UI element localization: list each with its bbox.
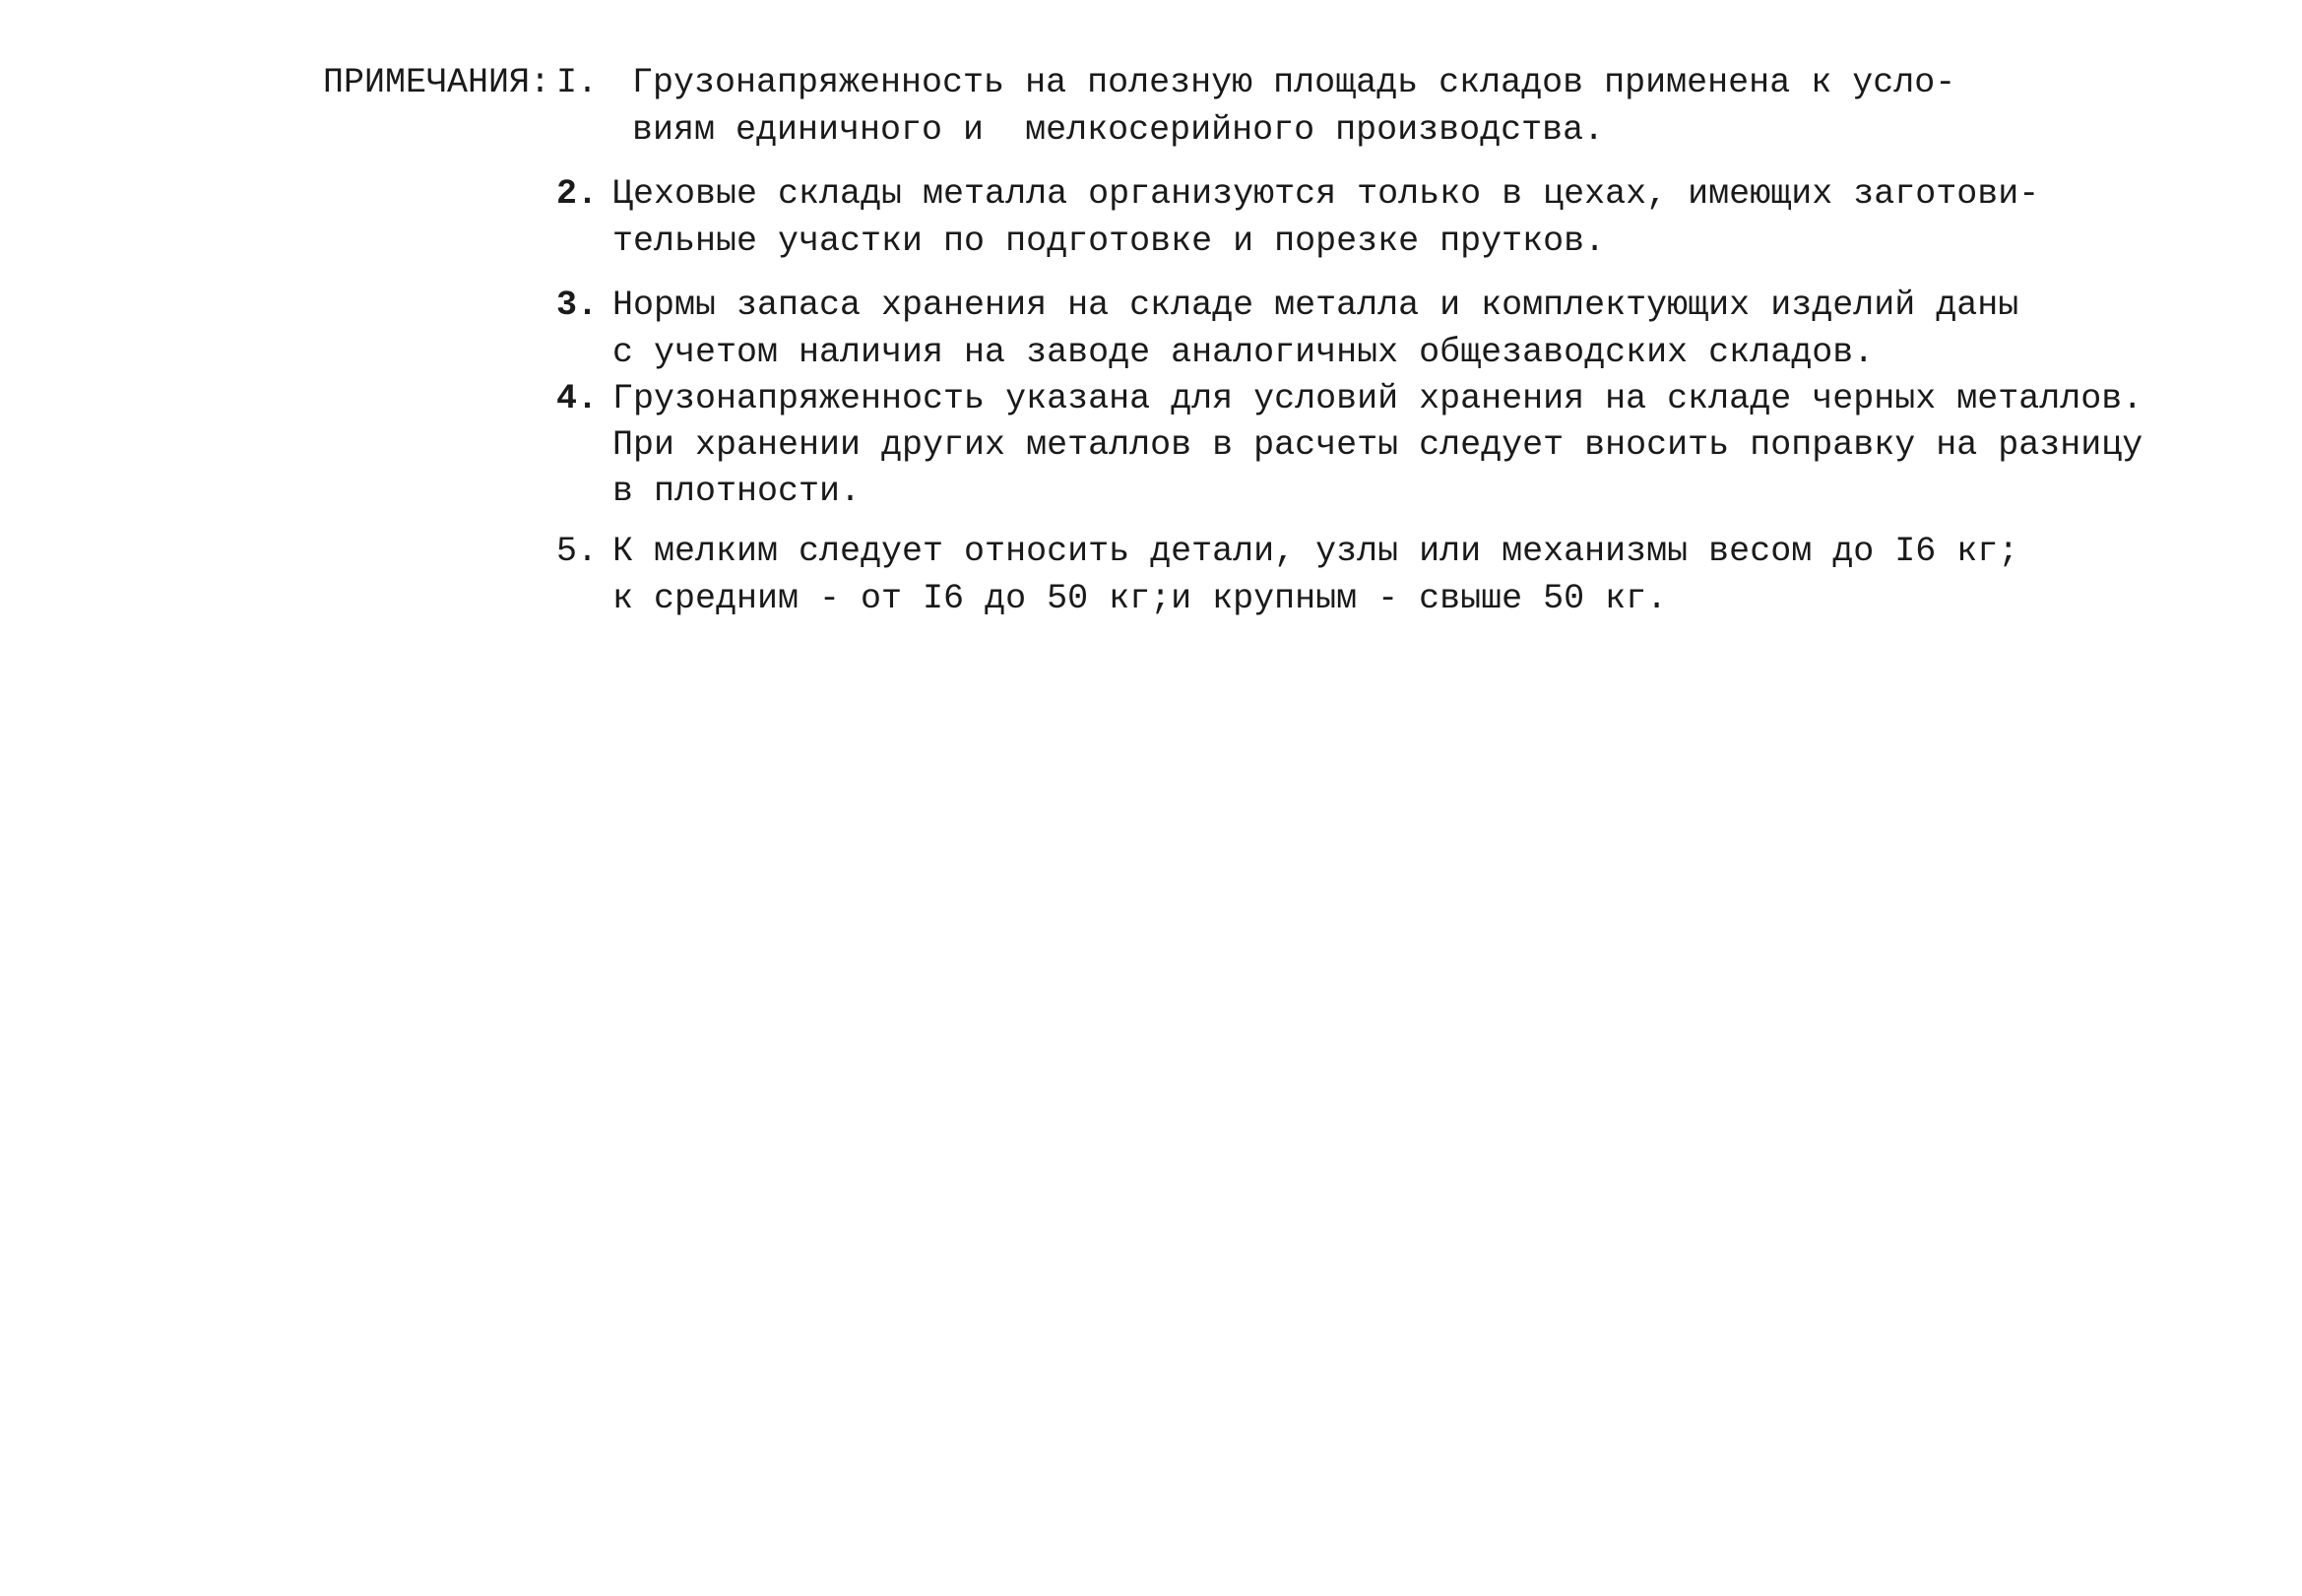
- note-2-number: 2.: [556, 174, 599, 214]
- note-1-line-2: виям единичного и мелкосерийного производства.: [632, 110, 1605, 150]
- note-4-line-1: Грузонапряженность указана для условий хранения на складе черных металлов.: [612, 379, 2143, 418]
- note-4-line-2: При хранении других металлов в расчеты следует вносить поправку на разницу: [612, 425, 2143, 465]
- note-5-number: 5.: [556, 532, 599, 571]
- note-1-line-1: Грузонапряженность на полезную площадь складов применена к усло-: [632, 63, 1956, 102]
- note-2-line-2: тельные участки по подготовке и порезке прутков.: [612, 222, 1606, 261]
- note-5-line-2: к средним - от I6 до 50 кг;и крупным - свыше 50 кг.: [612, 579, 1668, 618]
- note-3-line-2: с учетом наличия на заводе аналогичных общезаводских складов.: [612, 333, 1875, 372]
- note-5-line-1: К мелким следует относить детали, узлы или механизмы весом до I6 кг;: [612, 532, 2019, 571]
- note-4-number: 4.: [556, 379, 599, 418]
- note-2-line-1: Цеховые склады металла организуются только в цехах, имеющих заготови-: [612, 174, 2040, 214]
- note-3-number: 3.: [556, 286, 599, 325]
- note-1-number: I.: [556, 63, 599, 102]
- notes-heading: ПРИМЕЧАНИЯ:: [323, 63, 551, 102]
- note-4-line-3: в плотности.: [612, 472, 862, 511]
- note-3-line-1: Нормы запаса хранения на складе металла и комплектующих изделий даны: [612, 286, 2019, 325]
